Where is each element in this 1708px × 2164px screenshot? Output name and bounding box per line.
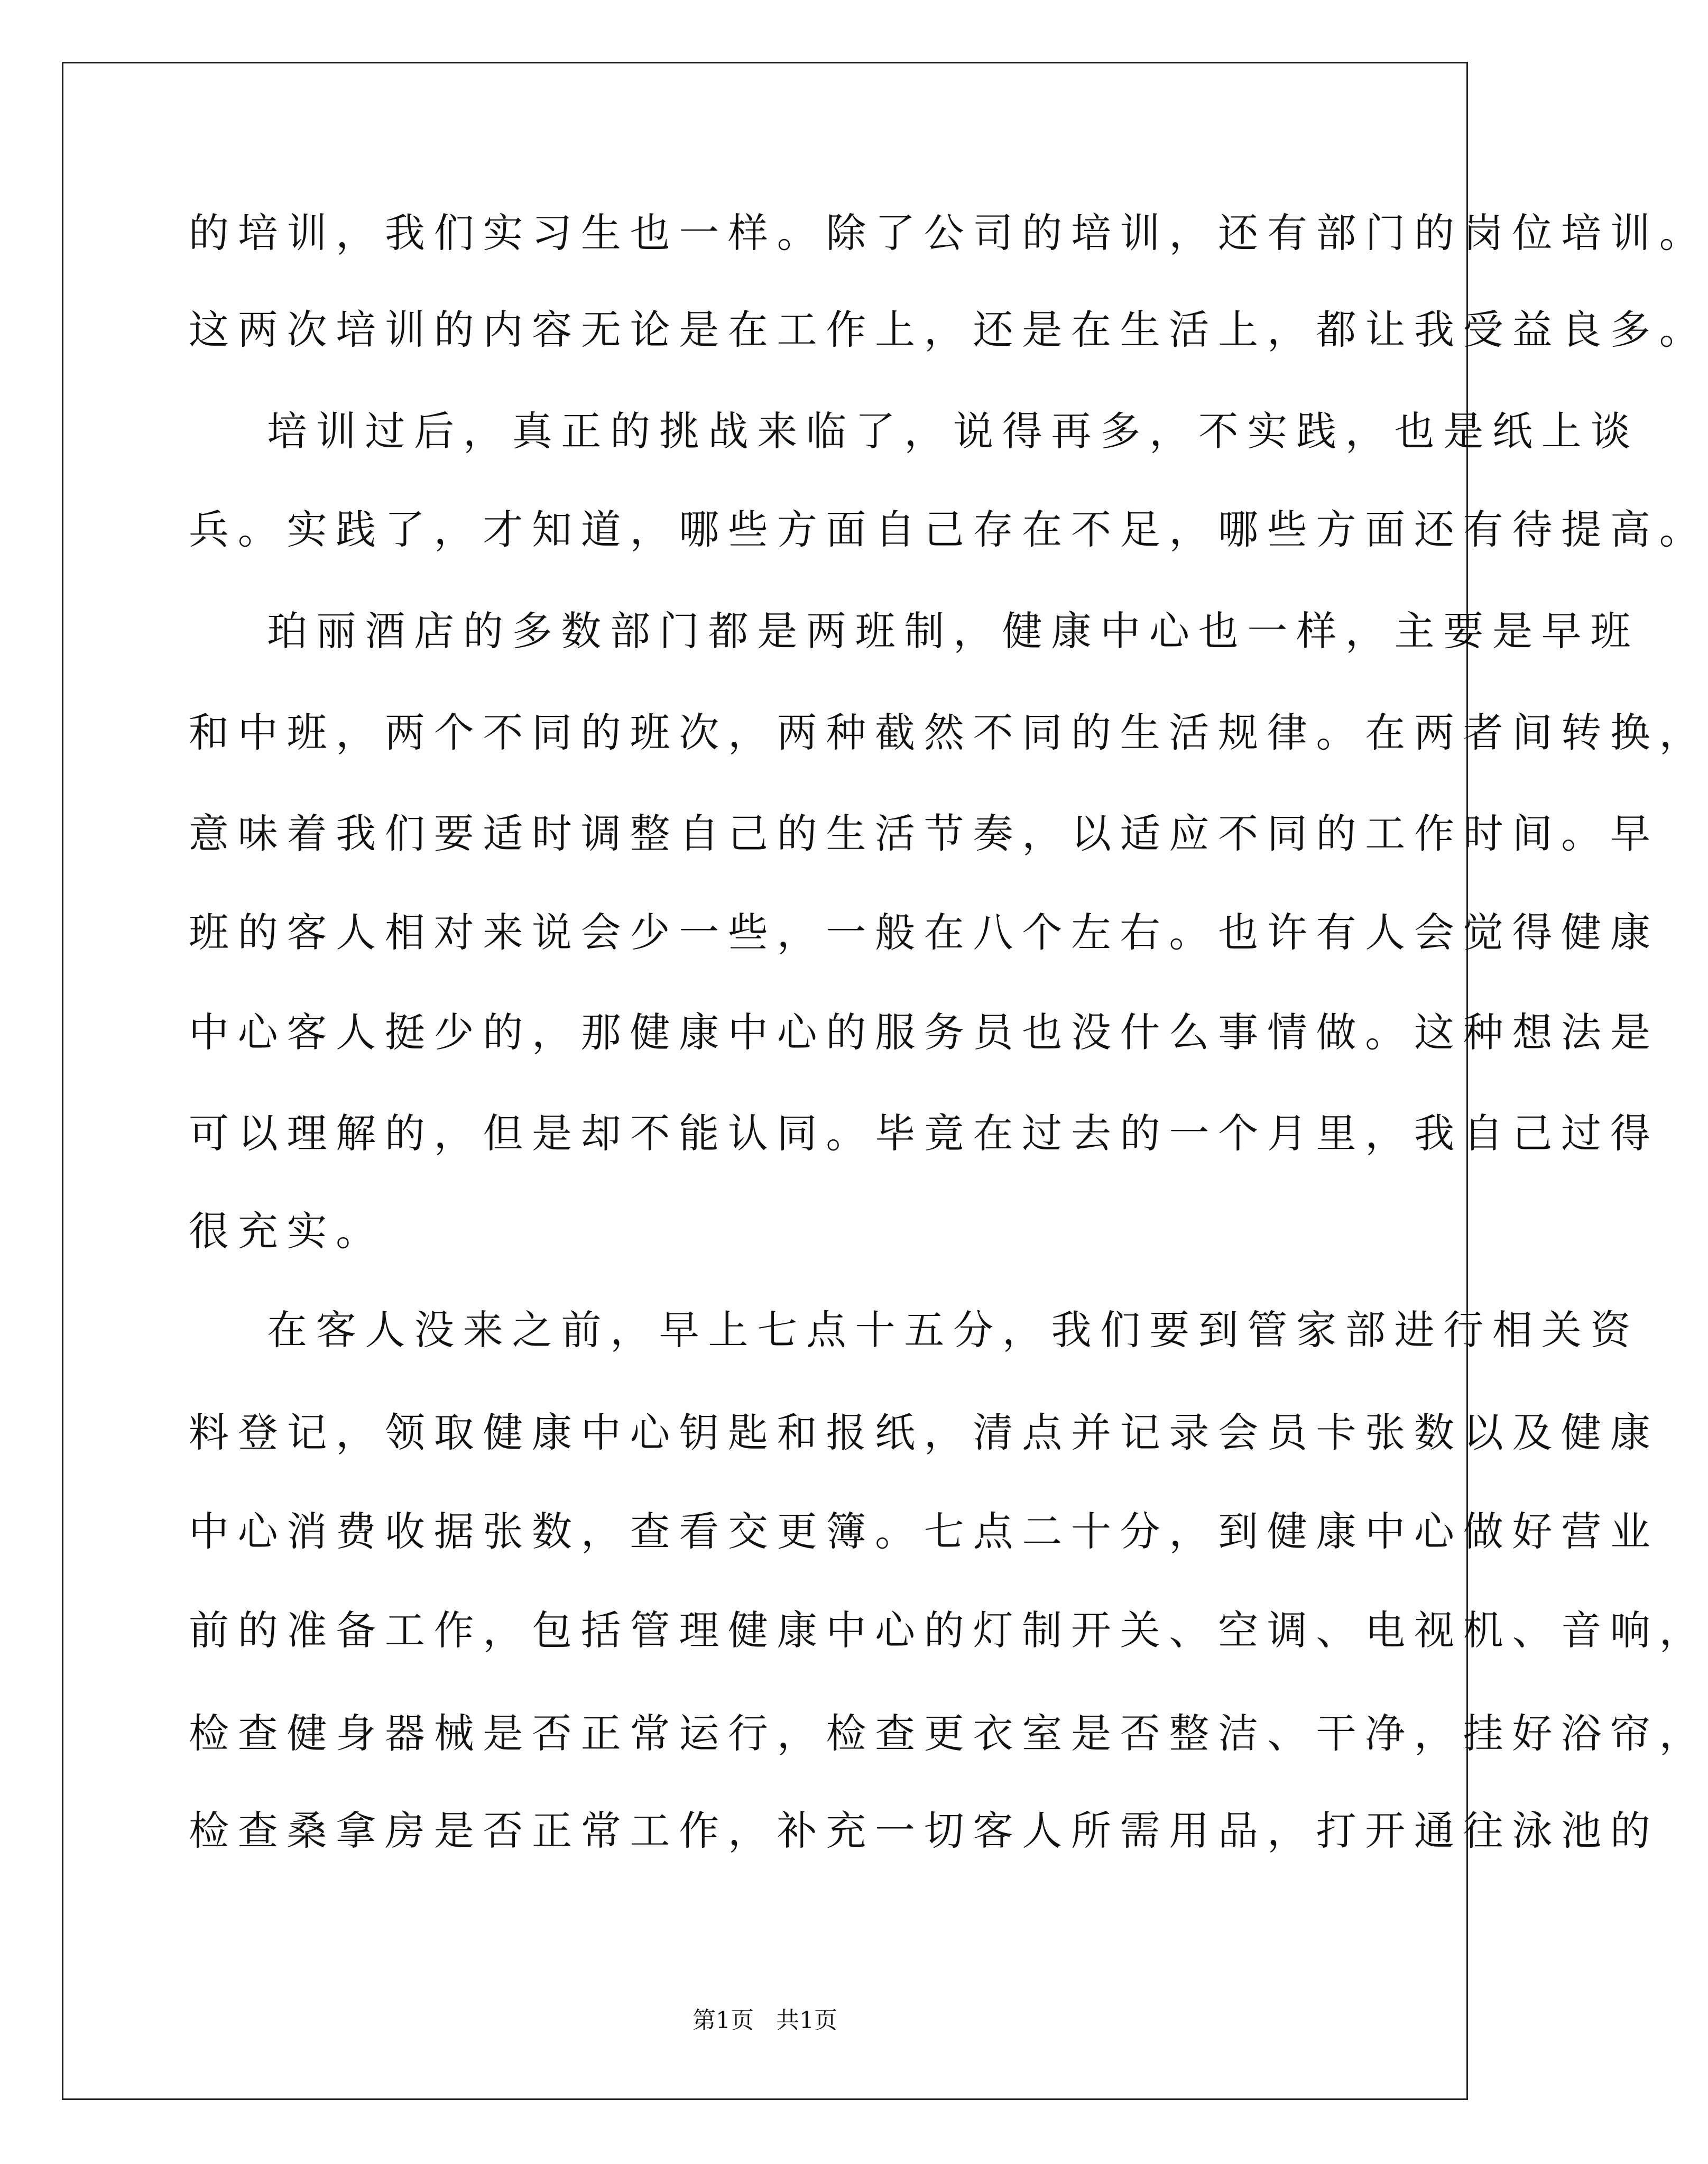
page-border xyxy=(62,62,1468,2100)
page-number-footer: 第1页 共1页 xyxy=(693,2007,837,2034)
